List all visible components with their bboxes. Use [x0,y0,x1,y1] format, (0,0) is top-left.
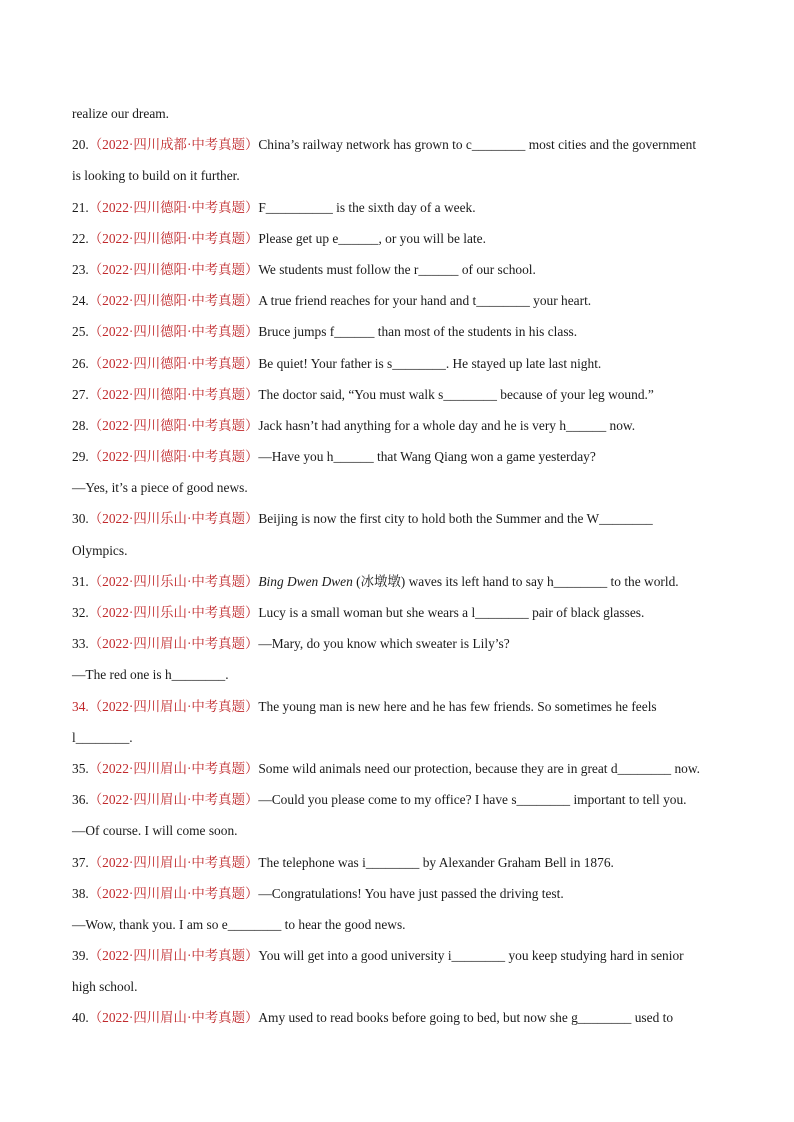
question-number: 20. [72,137,89,153]
question-item [72,1002,732,1033]
question-text: —Yes, it’s a piece of good news. [72,480,248,496]
question-item [72,628,732,659]
question-text: China’s railway network has grown to c________ most cities and the government [258,137,697,153]
question-item [72,597,732,628]
question-text: We students must follow the r______ of our school. [258,261,536,277]
question-source: （2022·四川乐山·中考真题） [88,605,259,620]
question-text: Bruce jumps f______ than most of the students in his class. [258,324,578,340]
question-number: 33. [72,636,89,652]
question-number: 21. [72,199,89,215]
question-item [72,878,732,909]
question-item [72,223,732,254]
question-number: 39. [72,948,89,964]
question-text: —Have you h______ that Wang Qiang won a game yesterday? [258,449,596,465]
question-continuation [72,722,732,753]
question-source: （2022·四川眉山·中考真题） [88,948,259,964]
question-text: —The red one is h________. [72,667,229,683]
question-number: 31. [72,573,89,589]
question-source: （2022·四川德阳·中考真题） [88,417,259,433]
question-source: （2022·四川成都·中考真题） [88,137,259,153]
question-text: —Wow, thank you. I am so e________ to hear the good news. [72,916,406,932]
question-number: 35. [72,760,89,776]
question-number: 37. [72,854,89,870]
question-text: Be quiet! Your father is s________. He stayed up late last night. [258,355,602,371]
question-source: （2022·四川眉山·中考真题） [88,1010,259,1026]
question-source: （2022·四川德阳·中考真题） [88,293,259,309]
question-source: （2022·四川德阳·中考真题） [88,199,259,215]
question-text: Beijing is now the first city to hold both the Summer and the W________ [258,511,653,527]
question-source: （2022·四川德阳·中考真题） [88,324,259,340]
question-item [72,940,732,971]
question-number: 36. [72,792,89,808]
question-text: Olympics. [72,542,128,558]
question-source: （2022·四川德阳·中考真题） [88,230,259,246]
question-continuation [72,971,732,1002]
question-item [72,784,732,815]
question-item [72,379,732,410]
question-number: 28. [72,417,89,433]
question-text: is looking to build on it further. [72,168,240,184]
question-continuation [72,160,732,191]
question-item [72,316,732,347]
question-text: The young man is new here and he has few friends. So sometimes he feels [258,698,657,714]
question-continuation [72,535,732,566]
question-item [72,285,732,316]
question-number: 32. [72,605,89,620]
question-item [72,348,732,379]
question-source: （2022·四川德阳·中考真题） [88,355,259,371]
question-number: 22. [72,230,89,246]
question-item [72,566,732,597]
question-text: l________. [72,729,133,745]
question-continuation [72,98,732,129]
question-text: Jack hasn’t had anything for a whole day and he is very h______ now. [258,417,636,433]
question-text: (冰墩墩) waves its left hand to say h________ to the world. [352,573,679,589]
question-source: （2022·四川眉山·中考真题） [88,636,259,652]
question-number: 40. [72,1010,89,1026]
question-number: 27. [72,386,89,402]
question-number: 38. [72,885,89,901]
question-number: 25. [72,324,89,340]
question-source: （2022·四川乐山·中考真题） [88,511,259,527]
question-item [72,753,732,784]
question-text: The doctor said, “You must walk s________ because of your leg wound.” [258,386,654,402]
question-text: The telephone was i________ by Alexander Graham Bell in 1876. [258,854,614,870]
question-source: （2022·四川眉山·中考真题） [88,792,259,808]
question-text: —Congratulations! You have just passed the driving test. [258,885,564,901]
question-text: Some wild animals need our protection, because they are in great d________ now. [258,760,701,776]
question-number: 29. [72,449,89,465]
question-source: （2022·四川眉山·中考真题） [88,885,259,901]
question-source: （2022·四川眉山·中考真题） [88,854,259,870]
question-source: （2022·四川眉山·中考真题） [88,698,259,714]
question-source: （2022·四川德阳·中考真题） [88,449,259,465]
question-item [72,192,732,223]
question-continuation [72,909,732,940]
question-item [72,503,732,534]
question-continuation [72,472,732,503]
question-text: —Of course. I will come soon. [72,823,238,839]
question-text: Amy used to read books before going to bed, but now she g________ used to [258,1010,674,1026]
question-continuation [72,659,732,690]
question-item [72,410,732,441]
question-number: 30. [72,511,89,527]
question-text: Lucy is a small woman but she wears a l________ pair of black glasses. [258,605,645,620]
question-number: 26. [72,355,89,371]
question-item [72,691,732,722]
question-number: 23. [72,261,89,277]
question-source: （2022·四川乐山·中考真题） [88,573,259,589]
question-item [72,254,732,285]
question-source: （2022·四川德阳·中考真题） [88,261,259,277]
exercise-list [72,98,732,1034]
question-source: （2022·四川德阳·中考真题） [88,386,259,402]
question-item [72,441,732,472]
question-item [72,847,732,878]
question-text: Please get up e______, or you will be late. [258,230,486,246]
question-text: A true friend reaches for your hand and t________ your heart. [258,293,592,309]
question-number: 24. [72,293,89,309]
question-text: high school. [72,979,138,995]
question-number: 34. [72,698,89,714]
question-continuation [72,815,732,846]
question-text: F__________ is the sixth day of a week. [258,199,476,215]
question-italic-term: Bing Dwen Dwen [258,573,353,589]
question-item [72,129,732,160]
question-text: —Mary, do you know which sweater is Lily’s? [258,636,510,652]
question-text: realize our dream. [72,106,170,121]
question-source: （2022·四川眉山·中考真题） [88,760,259,776]
question-text: You will get into a good university i________ you keep studying hard in senior [258,948,684,964]
question-text: —Could you please come to my office? I have s________ important to tell you. [258,792,687,808]
